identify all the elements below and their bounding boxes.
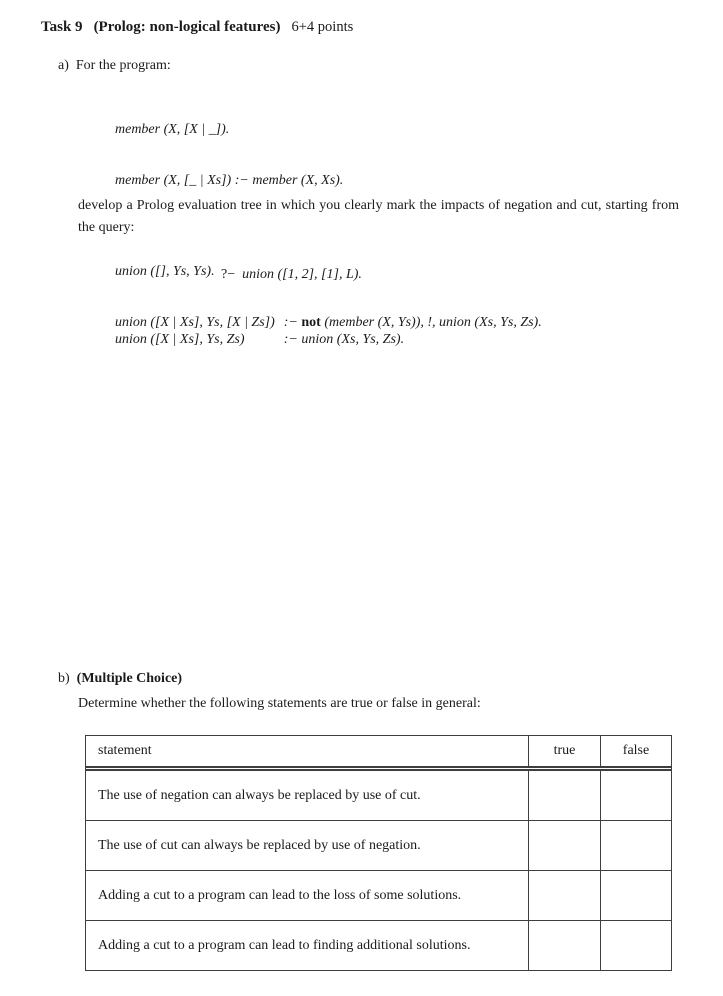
answer-cell-true-row-2 — [528, 821, 600, 870]
table-row — [86, 771, 671, 820]
statement-cell: Adding a cut to a program can lead to the loss of some solutions. — [98, 887, 462, 903]
answer-cell-true-row-1 — [528, 771, 600, 820]
query-body: union ([1, 2], [1], L). — [242, 267, 362, 282]
part-a-label: a) — [58, 58, 69, 73]
code-line-member-1: member (X, [X | _]). — [115, 122, 230, 137]
part-b-heading — [58, 671, 182, 687]
task-header — [41, 19, 353, 36]
union-rules-grid — [115, 314, 542, 348]
union-rule2-head: union ([X | Xs], Ys, Zs) — [115, 332, 245, 347]
part-a-instruction: develop a Prolog evaluation tree in which you clearly mark the impacts of negation and cut, starting from the query: — [78, 198, 679, 235]
union-rule2-body — [284, 331, 542, 348]
union-rule2-sep: :− — [283, 332, 302, 347]
union-rule1-head: union ([X | Xs], Ys, [X | Zs]) — [115, 315, 275, 330]
table-row — [86, 870, 671, 920]
statement-cell: The use of cut can always be replaced by use of negation. — [98, 837, 421, 853]
task-points: 6+4 points — [291, 19, 354, 35]
part-b-instruction: Determine whether the following statements are true or false in general: — [78, 696, 481, 711]
statement-cell: The use of negation can always be replaced by use of cut. — [98, 787, 421, 803]
union-rule1-body — [284, 314, 542, 331]
table-row — [86, 920, 671, 970]
part-b-label: b) — [58, 671, 70, 686]
answer-cell-false-row-4 — [600, 921, 671, 970]
code-line-union-fact: union ([], Ys, Ys). — [115, 264, 215, 279]
table-row — [86, 820, 671, 870]
part-a-heading — [58, 58, 171, 74]
multiple-choice-table — [85, 735, 672, 971]
not-keyword: not — [301, 315, 321, 330]
answer-cell-true-row-4 — [528, 921, 600, 970]
task-number: Task 9 — [41, 19, 83, 35]
statement-cell: Adding a cut to a program can lead to finding additional solutions. — [98, 937, 471, 953]
union-rule2-rest: union (Xs, Ys, Zs). — [301, 332, 405, 347]
answer-cell-true-row-3 — [528, 871, 600, 920]
prolog-query — [207, 251, 362, 299]
answer-cell-false-row-2 — [600, 821, 671, 870]
column-header-true: true — [528, 736, 600, 766]
table-header-row — [86, 736, 671, 771]
part-b-title: (Multiple Choice) — [76, 671, 183, 686]
column-header-false: false — [600, 736, 671, 766]
union-rule1-rest: (member (X, Ys)), !, union (Xs, Ys, Zs). — [320, 315, 542, 330]
column-header-statement: statement — [98, 743, 152, 758]
part-a-intro: For the program: — [75, 58, 171, 73]
query-prompt: ?− — [221, 267, 243, 282]
answer-cell-false-row-1 — [600, 771, 671, 820]
task-title: (Prolog: non-logical features) — [93, 19, 281, 35]
code-line-member-2: member (X, [_ | Xs]) :− member (X, Xs). — [115, 173, 344, 188]
union-rule1-sep: :− — [283, 315, 302, 330]
answer-cell-false-row-3 — [600, 871, 671, 920]
